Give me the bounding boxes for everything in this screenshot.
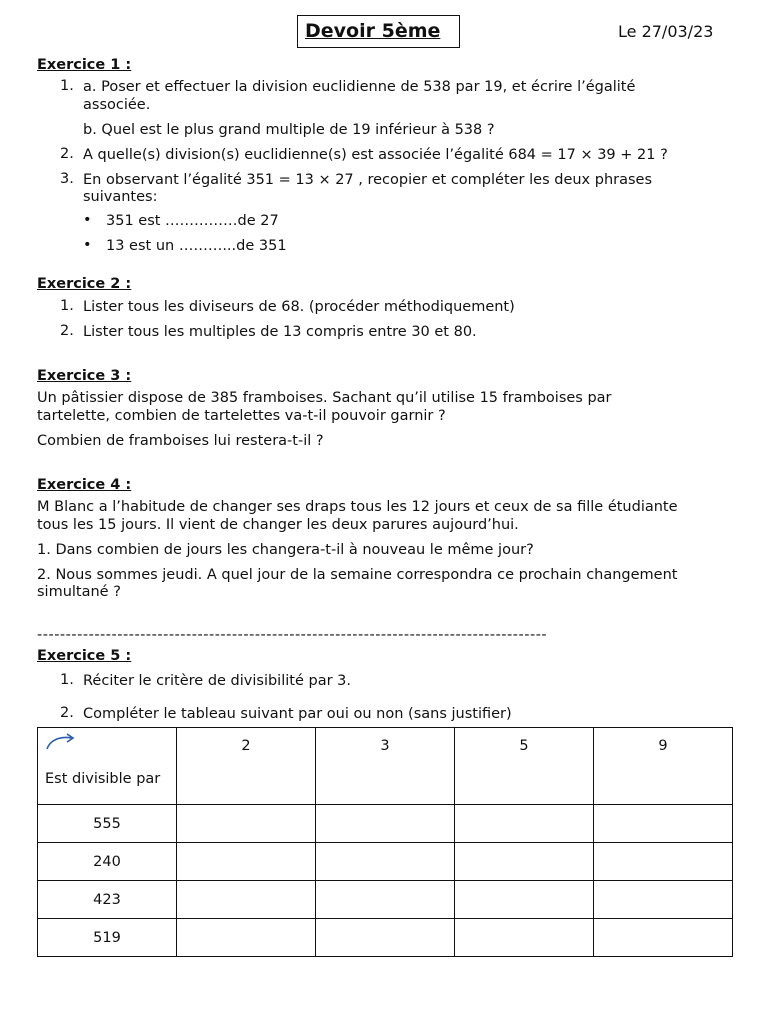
table-corner-cell [38, 728, 177, 805]
table-header-cell [316, 728, 455, 805]
divisor-label: 3 [380, 738, 390, 754]
ex5-q1: Réciter le critère de divisibilité par 3. [83, 673, 351, 689]
ex1-bullet-2: 13 est un ………...de 351 [106, 238, 287, 254]
ex4-line2: tous les 15 jours. Il vient de changer les deux parures aujourd’hui. [37, 517, 519, 533]
ex2-q1: Lister tous les diviseurs de 68. (procéder méthodiquement) [83, 299, 515, 315]
answer-cell[interactable] [594, 805, 733, 843]
table-row [38, 843, 733, 881]
table-corner-label: Est divisible par [45, 771, 161, 787]
table-number-cell: 555 [38, 805, 177, 843]
answer-cell[interactable] [594, 881, 733, 919]
bullet-dot: • [83, 237, 92, 253]
answer-cell[interactable] [316, 843, 455, 881]
date: Le 27/03/23 [618, 22, 714, 41]
ex5-q2: Compléter le tableau suivant par oui ou non (sans justifier) [83, 706, 512, 722]
table-row [38, 919, 733, 957]
exercise-1-title: Exercice 1 : [37, 57, 132, 73]
exercise-5-title: Exercice 5 : [37, 648, 132, 664]
ex1-bullet-1: 351 est ……………de 27 [106, 213, 279, 229]
answer-cell[interactable] [177, 843, 316, 881]
table-row [38, 805, 733, 843]
ex3-line3: Combien de framboises lui restera-t-il ? [37, 433, 324, 449]
ex1-number-2: 2. [60, 146, 74, 162]
answer-cell[interactable] [316, 805, 455, 843]
ex2-number-2: 2. [60, 323, 74, 339]
bullet-dot: • [83, 212, 92, 228]
ex1-q1b: b. Quel est le plus grand multiple de 19 inférieur à 538 ? [83, 122, 495, 138]
ex2-q2: Lister tous les multiples de 13 compris entre 30 et 80. [83, 324, 477, 340]
ex1-q3-line1: En observant l’égalité 351 = 13 × 27 , recopier et compléter les deux phrases [83, 172, 653, 188]
ex5-number-1: 1. [60, 672, 74, 688]
answer-cell[interactable] [594, 843, 733, 881]
curved-arrow-icon [44, 732, 78, 752]
answer-cell[interactable] [455, 805, 594, 843]
ex1-number-3: 3. [60, 171, 74, 187]
ex2-number-1: 1. [60, 298, 74, 314]
divisor-label: 2 [241, 738, 251, 754]
table-header-cell [177, 728, 316, 805]
ex4-q1: 1. Dans combien de jours les changera-t-il à nouveau le même jour? [37, 542, 534, 558]
ex1-q2: A quelle(s) division(s) euclidienne(s) est associée l’égalité 684 = 17 × 39 + 21 ? [83, 147, 668, 163]
ex3-line2: tartelette, combien de tartelettes va-t-il pouvoir garnir ? [37, 408, 446, 424]
ex4-q2-line2: simultané ? [37, 584, 121, 600]
ex3-line1: Un pâtissier dispose de 385 framboises. Sachant qu’il utilise 15 framboises par [37, 390, 612, 406]
exercise-3-title: Exercice 3 : [37, 368, 132, 384]
answer-cell[interactable] [177, 805, 316, 843]
answer-cell[interactable] [455, 843, 594, 881]
ex1-number-1: 1. [60, 78, 74, 94]
ex1-q3-line2: suivantes: [83, 189, 158, 205]
ex5-number-2: 2. [60, 705, 74, 721]
ex1-q1a-line2: associée. [83, 97, 151, 113]
table-number-cell: 423 [38, 881, 177, 919]
separator-line: ----------------------------------------------------------------------------------------- [37, 627, 548, 643]
table-header-row [38, 728, 733, 805]
table-header-cell [455, 728, 594, 805]
answer-cell[interactable] [316, 919, 455, 957]
divisor-label: 9 [658, 738, 668, 754]
table-row [38, 881, 733, 919]
answer-cell[interactable] [455, 919, 594, 957]
answer-cell[interactable] [177, 881, 316, 919]
table-number-cell: 519 [38, 919, 177, 957]
table-number-cell: 240 [38, 843, 177, 881]
ex1-q1a-line1: a. Poser et effectuer la division euclidienne de 538 par 19, et écrire l’égalité [83, 79, 636, 95]
exercise-4-title: Exercice 4 : [37, 477, 132, 493]
answer-cell[interactable] [177, 919, 316, 957]
divisibility-table [37, 727, 733, 957]
page-title: Devoir 5ème [305, 20, 441, 42]
table-header-cell [594, 728, 733, 805]
divisor-label: 5 [519, 738, 529, 754]
answer-cell[interactable] [594, 919, 733, 957]
ex4-q2-line1: 2. Nous sommes jeudi. A quel jour de la semaine correspondra ce prochain changement [37, 567, 678, 583]
ex4-line1: M Blanc a l’habitude de changer ses draps tous les 12 jours et ceux de sa fille étudiante [37, 499, 678, 515]
exercise-2-title: Exercice 2 : [37, 276, 132, 292]
answer-cell[interactable] [316, 881, 455, 919]
answer-cell[interactable] [455, 881, 594, 919]
